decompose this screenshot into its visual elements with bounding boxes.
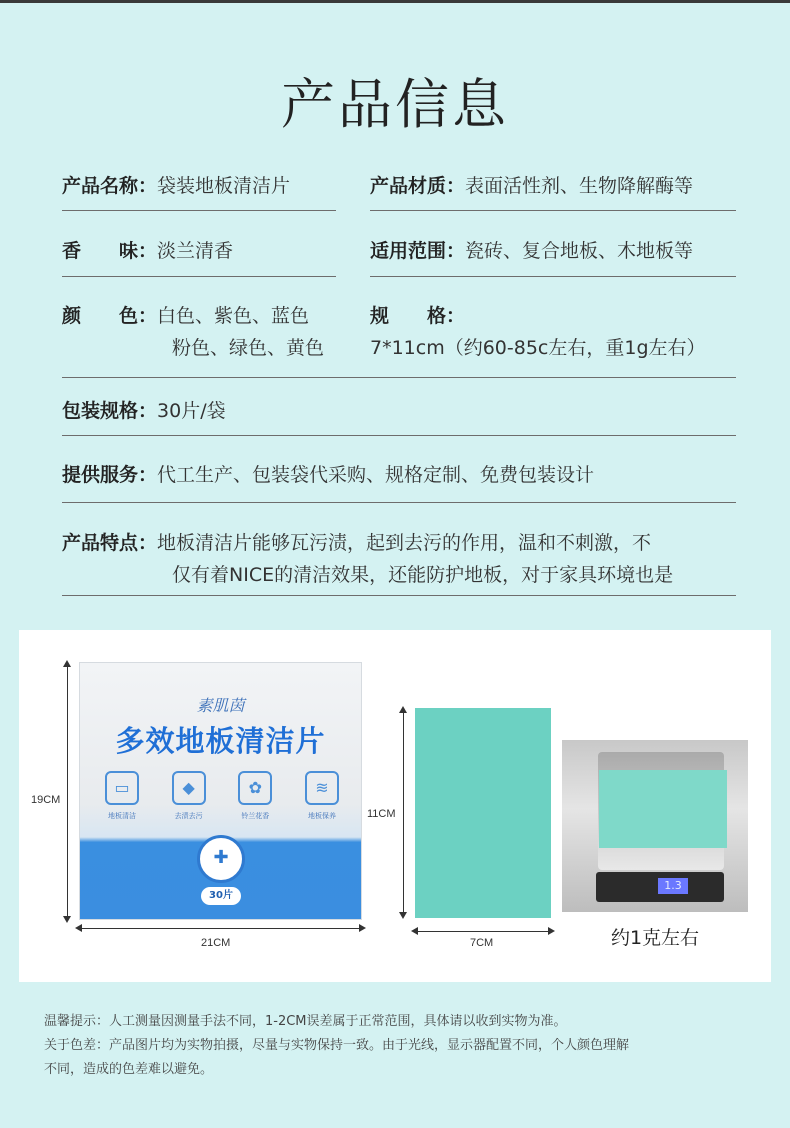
spec-package-label: 包装规格： — [62, 400, 158, 422]
spec-feature — [62, 528, 651, 558]
spec-size-value: 7*11cm（约60-85c左右，重1g左右） — [370, 337, 706, 359]
spec-material — [370, 171, 693, 201]
spec-scope-value: 瓷砖、复合地板、木地板等 — [465, 240, 694, 262]
bag-feature-label: 地板清洁 — [108, 812, 136, 820]
floor-icon: ▭ — [105, 771, 139, 805]
spec-name-label: 产品名称： — [62, 175, 158, 197]
spec-package — [62, 396, 226, 426]
spec-scent-value: 淡兰清香 — [157, 240, 234, 262]
spec-scope — [370, 236, 693, 266]
page-title: 产品信息 — [281, 73, 509, 136]
spec-color — [62, 301, 309, 331]
measure-line — [79, 928, 362, 929]
divider — [370, 276, 736, 277]
spec-name-value: 袋装地板清洁片 — [157, 175, 291, 197]
scale-image — [562, 740, 748, 912]
note-line: 不同，造成的色差难以避免。 — [44, 1062, 214, 1077]
spec-service-label: 提供服务： — [62, 464, 158, 486]
bag-feature-label: 地板保养 — [307, 812, 336, 820]
product-image-panel — [19, 630, 771, 982]
spec-feature-label: 产品特点： — [62, 532, 158, 554]
spec-color-value-2: 粉色、绿色、黄色 — [172, 337, 325, 359]
spec-size — [370, 301, 465, 331]
drop-icon: ◆ — [172, 771, 206, 805]
divider — [62, 377, 736, 378]
divider — [62, 435, 736, 436]
spec-color-value-1: 白色、紫色、蓝色 — [157, 305, 310, 327]
arrow-right-icon — [548, 927, 555, 935]
arrow-down-icon — [63, 916, 71, 923]
bag-feature-label: 去渍去污 — [174, 812, 203, 820]
note-line: 关于色差：产品图片均为实物拍摄，尽量与实物保持一致。由于光线，显示器配置不同，个人颜色理解 — [44, 1038, 630, 1053]
bag-feature — [163, 771, 215, 821]
spec-scent — [62, 236, 233, 266]
spec-color-line2 — [172, 333, 324, 363]
scale-caption: 约1克左右 — [610, 927, 700, 949]
sheet-height-label: 11CM — [367, 808, 396, 820]
bag-feature-icons — [96, 771, 348, 821]
bag-brand: 素肌茵 — [196, 696, 245, 715]
spec-material-value: 表面活性剂、生物降解酶等 — [465, 175, 694, 197]
arrow-up-icon — [63, 660, 71, 667]
measure-line — [403, 710, 404, 916]
bag-image — [79, 662, 362, 920]
measure-line — [67, 664, 68, 920]
spec-package-value: 30片/袋 — [157, 400, 226, 422]
scale-front-panel — [596, 872, 724, 902]
cleaning-sheet-image — [415, 708, 551, 918]
spec-color-label: 颜 色： — [62, 305, 158, 327]
notes — [44, 1010, 774, 1082]
bag-feature — [96, 771, 148, 821]
top-border — [0, 0, 790, 3]
bag-feature — [229, 771, 281, 821]
sheet-width-label: 7CM — [470, 937, 494, 949]
arrow-left-icon — [411, 927, 418, 935]
scale-sheet — [599, 770, 727, 848]
shield-icon: ✚ — [197, 835, 245, 883]
flower-icon: ✿ — [238, 771, 272, 805]
arrow-right-icon — [359, 924, 366, 932]
spec-feature-value-2: 仅有着NICE的清洁效果，还能防护地板，对于家具环境也是 — [172, 564, 674, 586]
spec-service — [62, 460, 594, 490]
measure-line — [415, 931, 551, 932]
bag-feature — [296, 771, 348, 821]
divider — [62, 210, 336, 211]
bag-feature-label: 铃兰花香 — [241, 812, 270, 820]
divider — [62, 595, 736, 596]
spec-scent-label: 香 味： — [62, 240, 158, 262]
spec-feature-line2 — [172, 560, 673, 590]
spec-scope-label: 适用范围： — [370, 240, 466, 262]
spec-material-label: 产品材质： — [370, 175, 466, 197]
spec-feature-value-1: 地板清洁片能够瓦污渍，起到去污的作用，温和不刺激，不 — [157, 532, 652, 554]
arrow-down-icon — [399, 912, 407, 919]
arrow-left-icon — [75, 924, 82, 932]
divider — [62, 276, 336, 277]
bag-height-label: 19CM — [31, 794, 61, 806]
spec-size-line2 — [370, 333, 706, 363]
bag-width-label: 21CM — [201, 937, 231, 949]
divider — [62, 502, 736, 503]
bag-count: 30片 — [201, 887, 241, 905]
spec-service-value: 代工生产、包装袋代采购、规格定制、免费包装设计 — [157, 464, 595, 486]
arrow-up-icon — [399, 706, 407, 713]
scale-display: 1.3 — [658, 878, 688, 894]
spec-name — [62, 171, 290, 201]
note-line: 温馨提示：人工测量因测量手法不同，1-2CM误差属于正常范围，具体请以收到实物为准。 — [44, 1014, 567, 1029]
bag-title: 多效地板清洁片 — [115, 724, 326, 758]
spec-size-label: 规 格： — [370, 305, 466, 327]
divider — [370, 210, 736, 211]
layers-icon: ≋ — [305, 771, 339, 805]
